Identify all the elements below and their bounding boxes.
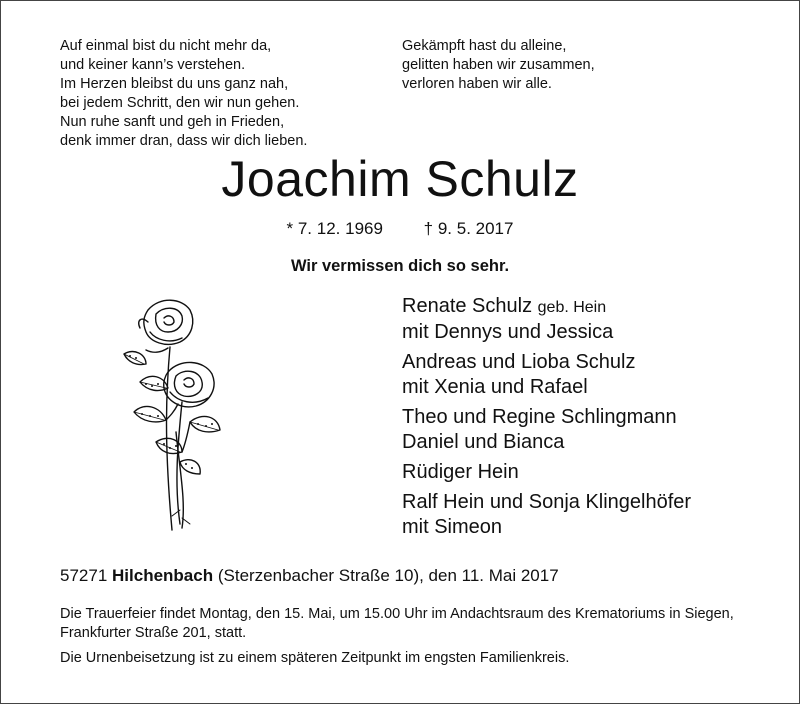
deceased-name: Joachim Schulz (221, 151, 579, 207)
rose-illustration-icon (120, 292, 230, 537)
mourner-name: Renate Schulz (402, 295, 533, 317)
life-dates (0, 219, 800, 239)
mourner-line: Rüdiger Hein (402, 461, 519, 483)
poem-left-line: Im Herzen bleibst du uns ganz nah, (60, 76, 289, 92)
poem-left-line: Nun ruhe sanft und geh in Frieden, (60, 114, 285, 130)
birth-date: * 7. 12. 1969 (286, 219, 383, 238)
poem-right-line: gelitten haben wir zusammen, (402, 57, 595, 73)
address-date: (Sterzenbacher Straße 10), den 11. Mai 2017 (217, 566, 559, 585)
postcode: 57271 (60, 566, 108, 585)
poem-right-line: Gekämpft hast du alleine, (402, 38, 567, 54)
mourner-line: Andreas und Lioba Schulz (402, 351, 636, 373)
mourner-birthname: geb. Hein (537, 299, 607, 316)
mourner-line: Theo und Regine Schlingmann (402, 406, 677, 428)
location-line (60, 566, 559, 586)
poem-left-line: denk immer dran, dass wir dich lieben. (60, 133, 308, 149)
mourner-group (402, 350, 691, 400)
poem-right-line: verloren haben wir alle. (402, 76, 552, 92)
burial-text: Die Urnenbeisetzung ist zu einem späteren Zeitpunkt im engsten Familienkreis. (60, 650, 570, 666)
town: Hilchenbach (112, 566, 214, 585)
mourner-line (402, 294, 691, 320)
mourner-group (402, 405, 691, 455)
funeral-notice (60, 605, 760, 668)
death-date: † 9. 5. 2017 (423, 219, 514, 238)
poem-left-line: Auf einmal bist du nicht mehr da, (60, 38, 272, 54)
poem-left-line: und keiner kann’s verstehen. (60, 57, 246, 73)
mourner-line: mit Simeon (402, 516, 503, 538)
poem-left (60, 37, 307, 151)
ceremony-text: Die Trauerfeier findet Montag, den 15. Mai, um 15.00 Uhr im Andachtsraum des Krematoriums in Siegen, Frankfurter Straße 201, statt. (60, 606, 734, 641)
poem-left-line: bei jedem Schritt, den wir nun gehen. (60, 95, 300, 111)
mourner-line: Ralf Hein und Sonja Klingelhöfer (402, 491, 692, 513)
mourners-list (402, 294, 691, 545)
mourner-group (402, 294, 691, 345)
mourner-line: mit Xenia und Rafael (402, 376, 588, 398)
motto: Wir vermissen dich so sehr. (290, 257, 510, 275)
mourner-group (402, 460, 691, 485)
poem-right (402, 37, 595, 94)
mourner-group (402, 490, 691, 540)
mourner-line: mit Dennys und Jessica (402, 321, 614, 343)
mourner-line: Daniel und Bianca (402, 431, 565, 453)
